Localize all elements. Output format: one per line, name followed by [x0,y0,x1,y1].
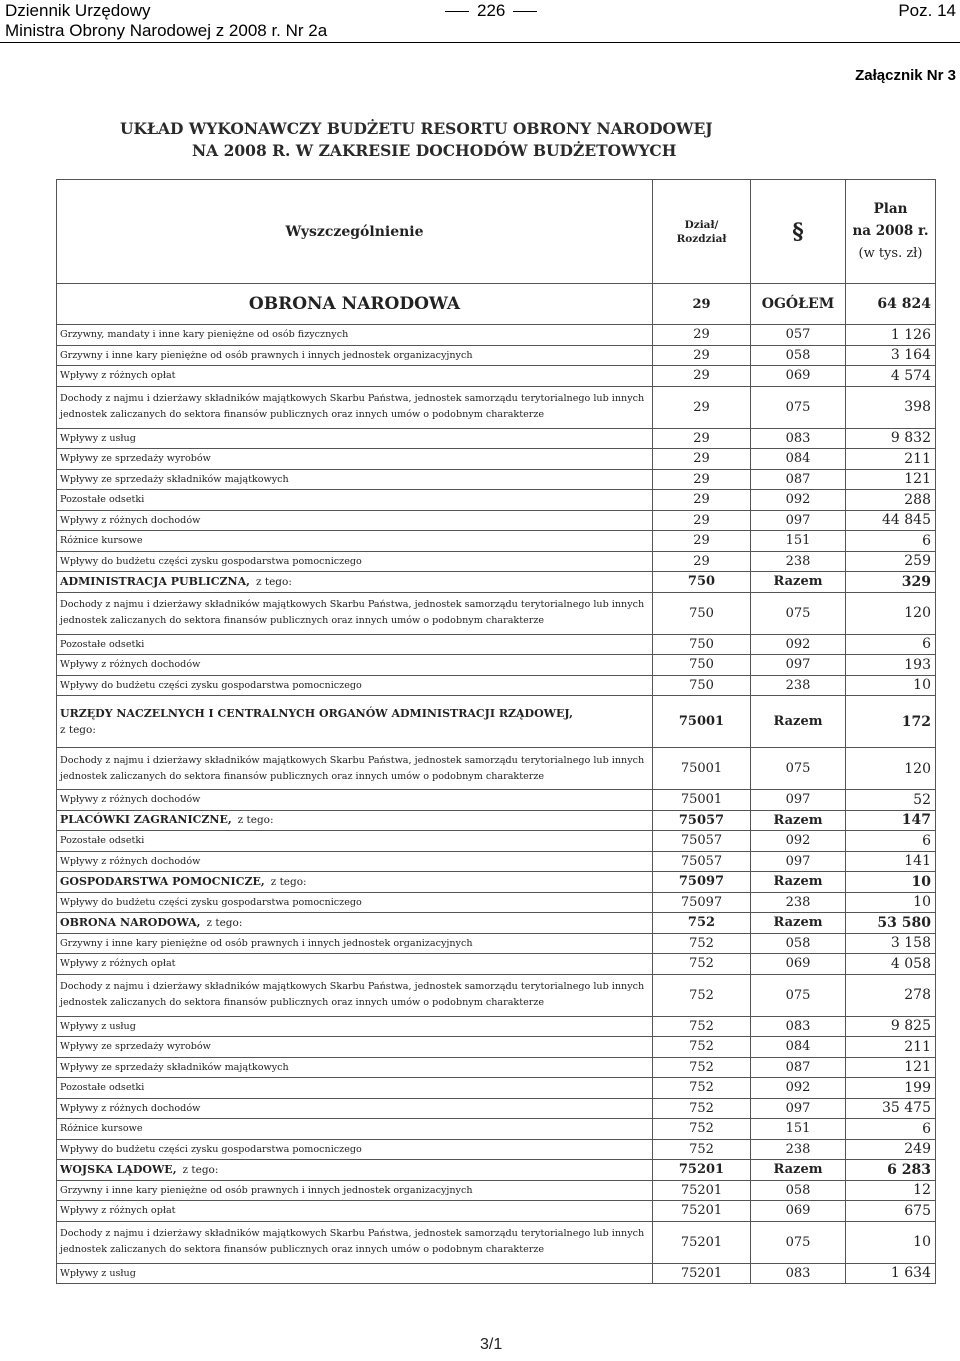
row-name-text: WOJSKA LĄDOWE, [60,1162,177,1176]
row-name [57,531,653,552]
row-paragraph: 087 [751,1057,846,1078]
row-plan-value: 172 [846,696,936,748]
row-name [57,428,653,449]
row-dzial: 750 [653,675,751,696]
row-plan-value: 9 832 [846,428,936,449]
row-paragraph: Razem [751,696,846,748]
row-name-text: Wpływy do budżetu części zysku gospodarstwa pomocniczego [60,896,362,908]
row-name [57,892,653,913]
row-dzial: 75057 [653,851,751,872]
page-header [0,0,960,44]
row-name-text: Pozostałe odsetki [60,638,145,650]
row-paragraph: 083 [751,1016,846,1037]
row-name [57,1180,653,1201]
row-dzial: 752 [653,1016,751,1037]
row-name [57,449,653,470]
row-paragraph: Razem [751,872,846,893]
row-name-text: Pozostałe odsetki [60,835,145,847]
row-paragraph: 097 [751,851,846,872]
row-dzial: 29 [653,366,751,387]
row-paragraph: 238 [751,892,846,913]
row-plan-value: 64 824 [846,284,936,325]
row-name [57,790,653,811]
row-plan-value: 6 283 [846,1160,936,1181]
table-row [57,634,936,655]
row-plan-value: 6 [846,634,936,655]
row-plan-value: 120 [846,592,936,634]
table-row [57,1098,936,1119]
row-name [57,913,653,934]
row-name-text: OBRONA NARODOWA [248,293,461,314]
table-row [57,449,936,470]
table-row [57,1180,936,1201]
header-plan [846,180,936,284]
table-row [57,1119,936,1140]
header-dzial [653,180,751,284]
table-row [57,345,936,366]
table-row [57,892,936,913]
row-name-text: Wpływy do budżetu części zysku gospodarstwa pomocniczego [60,679,362,691]
row-paragraph: 092 [751,490,846,511]
row-plan-value: 288 [846,490,936,511]
row-paragraph: 097 [751,510,846,531]
row-name-text: Wpływy z różnych dochodów [60,794,201,806]
row-name [57,1119,653,1140]
journal-title: Dziennik Urzędowy [5,1,151,20]
row-name [57,1037,653,1058]
table-row [57,551,936,572]
table-row [57,284,936,325]
row-paragraph: 069 [751,954,846,975]
row-plan-value: 53 580 [846,913,936,934]
table-row [57,974,936,1016]
row-dzial: 29 [653,428,751,449]
row-paragraph: 057 [751,325,846,346]
budget-table [56,179,936,1284]
row-plan-value: 121 [846,1057,936,1078]
row-name [57,872,653,893]
row-dzial: 75057 [653,810,751,831]
table-row [57,1016,936,1037]
row-dzial: 752 [653,933,751,954]
row-plan-value: 52 [846,790,936,811]
row-dzial: 29 [653,284,751,325]
row-dzial: 29 [653,510,751,531]
row-name-text: Wpływy z usług [60,1020,136,1032]
row-plan-value: 10 [846,675,936,696]
row-dzial: 75001 [653,748,751,790]
table-row [57,1221,936,1263]
row-name [57,1139,653,1160]
row-dzial: 29 [653,551,751,572]
row-plan-value: 3 164 [846,345,936,366]
row-dzial: 29 [653,386,751,428]
table-row [57,1160,936,1181]
row-name [57,1160,653,1181]
table-row [57,748,936,790]
row-paragraph: 097 [751,655,846,676]
row-name [57,634,653,655]
row-name-text: Wpływy z różnych opłat [60,958,176,970]
table-row [57,531,936,552]
row-name [57,490,653,511]
row-name-text: Wpływy z usług [60,432,136,444]
header-plan-line2: na 2008 r. [852,223,929,239]
row-dzial: 75097 [653,872,751,893]
row-name-suffix: z tego: [270,875,307,888]
row-paragraph: 058 [751,1180,846,1201]
row-paragraph: Razem [751,810,846,831]
row-plan-value: 10 [846,872,936,893]
row-name [57,551,653,572]
row-name-text: Wpływy z różnych dochodów [60,855,201,867]
row-name-suffix: z tego: [182,1163,219,1176]
row-name [57,954,653,975]
row-name-text: Grzywny i inne kary pieniężne od osób prawnych i innych jednostek organizacyjnych [60,1184,473,1196]
row-name [57,1057,653,1078]
row-name-text: Wpływy z różnych dochodów [60,514,201,526]
document-title [120,118,820,162]
row-name [57,366,653,387]
title-line-2: NA 2008 R. W ZAKRESIE DOCHODÓW BUDŻETOWYCH [192,141,677,160]
row-paragraph: 097 [751,790,846,811]
row-paragraph: 075 [751,1221,846,1263]
row-name-text: Grzywny i inne kary pieniężne od osób prawnych i innych jednostek organizacyjnych [60,349,473,361]
row-paragraph: 092 [751,831,846,852]
row-paragraph: 069 [751,1201,846,1222]
table-row [57,954,936,975]
row-name [57,572,653,593]
header-dzial-line2: Rozdział [676,232,727,245]
row-name [57,655,653,676]
row-name [57,345,653,366]
row-plan-value: 1 126 [846,325,936,346]
row-paragraph: 097 [751,1098,846,1119]
header-paragraph: § [751,180,846,284]
row-dzial: 752 [653,1139,751,1160]
row-dzial: 29 [653,531,751,552]
table-row [57,851,936,872]
row-paragraph: 058 [751,345,846,366]
table-row [57,510,936,531]
table-row [57,1037,936,1058]
table-row [57,1263,936,1284]
row-plan-value: 278 [846,974,936,1016]
row-name-text: Wpływy ze sprzedaży wyrobów [60,1041,211,1053]
row-dzial: 752 [653,913,751,934]
row-name-text: PLACÓWKI ZAGRANICZNE, [60,813,232,827]
row-dzial: 29 [653,325,751,346]
row-dzial: 75097 [653,892,751,913]
row-plan-value: 193 [846,655,936,676]
table-row [57,386,936,428]
position-label: Poz. 14 [898,1,956,20]
row-name [57,510,653,531]
row-dzial: 752 [653,974,751,1016]
table-row [57,366,936,387]
row-plan-value: 199 [846,1078,936,1099]
row-name-suffix: z tego: [255,575,292,588]
row-plan-value: 35 475 [846,1098,936,1119]
row-paragraph: 083 [751,1263,846,1284]
row-name-text: ADMINISTRACJA PUBLICZNA, [60,574,250,588]
row-dzial: 29 [653,345,751,366]
attachment-label: Załącznik Nr 3 [855,67,956,84]
row-paragraph: 087 [751,469,846,490]
row-name [57,469,653,490]
row-name [57,933,653,954]
header-plan-line3: (w tys. zł) [858,246,923,261]
table-row [57,1201,936,1222]
row-dzial: 752 [653,954,751,975]
row-dzial: 75057 [653,831,751,852]
row-name-text: Dochody z najmu i dzierżawy składników majątkowych Skarbu Państwa, jednostek samorządu terytorialnego lub innych jednostek zaliczanych do sektora finansów publicznych oraz innych umów o podobnym charakterze [60,393,645,420]
table-row [57,325,936,346]
row-plan-value: 211 [846,1037,936,1058]
row-name [57,974,653,1016]
row-dzial: 29 [653,469,751,490]
row-plan-value: 6 [846,1119,936,1140]
table-row [57,428,936,449]
header-dzial-line1: Dział/ [684,218,719,231]
row-dzial: 75201 [653,1160,751,1181]
row-name-text: Grzywny, mandaty i inne kary pieniężne od osób fizycznych [60,329,349,341]
row-name [57,1263,653,1284]
row-paragraph: 084 [751,1037,846,1058]
row-paragraph: 092 [751,1078,846,1099]
header-name: Wyszczególnienie [57,180,653,284]
row-name-text: GOSPODARSTWA POMOCNICZE, [60,874,265,888]
row-plan-value: 120 [846,748,936,790]
row-name [57,831,653,852]
row-plan-value: 44 845 [846,510,936,531]
table-row [57,831,936,852]
row-dzial: 752 [653,1037,751,1058]
row-paragraph: 075 [751,974,846,1016]
row-name [57,810,653,831]
row-name-text: Wpływy do budżetu części zysku gospodarstwa pomocniczego [60,1143,362,1155]
ministry-line: Ministra Obrony Narodowej z 2008 r. Nr 2a [5,21,328,40]
row-name-suffix: z tego: [206,916,243,929]
row-paragraph: 069 [751,366,846,387]
row-name-text: Dochody z najmu i dzierżawy składników majątkowych Skarbu Państwa, jednostek samorządu terytorialnego lub innych jednostek zaliczanych do sektora finansów publicznych oraz innych umów o podobnym charakterze [60,754,645,782]
row-plan-value: 3 158 [846,933,936,954]
table-row [57,469,936,490]
row-name-text: Różnice kursowe [60,1123,143,1135]
table-row [57,490,936,511]
row-dzial: 750 [653,592,751,634]
table-row [57,655,936,676]
row-dzial: 752 [653,1078,751,1099]
row-paragraph: 075 [751,592,846,634]
row-plan-value: 4 574 [846,366,936,387]
row-name-text: Wpływy ze sprzedaży składników majątkowych [60,1061,289,1073]
row-dzial: 75001 [653,790,751,811]
row-plan-value: 249 [846,1139,936,1160]
row-dzial: 75201 [653,1221,751,1263]
row-paragraph: 238 [751,551,846,572]
row-name-text: Dochody z najmu i dzierżawy składników majątkowych Skarbu Państwa, jednostek samorządu terytorialnego lub innych jednostek zaliczanych do sektora finansów publicznych oraz innych umów o podobnym charakterze [60,981,645,1008]
row-plan-value: 211 [846,449,936,470]
row-paragraph: 058 [751,933,846,954]
row-name [57,1221,653,1263]
row-name-text: Dochody z najmu i dzierżawy składników majątkowych Skarbu Państwa, jednostek samorządu terytorialnego lub innych jednostek zaliczanych do sektora finansów publicznych oraz innych umów o podobnym charakterze [60,1228,645,1255]
table-row [57,572,936,593]
table-row [57,1078,936,1099]
row-paragraph: 083 [751,428,846,449]
row-plan-value: 141 [846,851,936,872]
row-plan-value: 4 058 [846,954,936,975]
row-paragraph: 238 [751,675,846,696]
table-header-row [57,180,936,284]
row-dzial: 75201 [653,1263,751,1284]
row-paragraph: Razem [751,913,846,934]
row-name-suffix: z tego: [60,723,96,736]
row-name-text: Pozostałe odsetki [60,494,145,506]
row-plan-value: 1 634 [846,1263,936,1284]
row-dzial: 75201 [653,1180,751,1201]
table-row [57,1057,936,1078]
row-dzial: 752 [653,1057,751,1078]
title-line-1: UKŁAD WYKONAWCZY BUDŻETU RESORTU OBRONY NARODOWEJ [120,119,713,138]
table-row [57,933,936,954]
row-name [57,696,653,748]
row-paragraph: 151 [751,1119,846,1140]
row-plan-value: 10 [846,1221,936,1263]
row-name [57,675,653,696]
row-dzial: 75201 [653,1201,751,1222]
row-name-text: Dochody z najmu i dzierżawy składników majątkowych Skarbu Państwa, jednostek samorządu terytorialnego lub innych jednostek zaliczanych do sektora finansów publicznych oraz innych umów o podobnym charakterze [60,599,645,626]
row-dzial: 750 [653,655,751,676]
row-dzial: 752 [653,1098,751,1119]
row-name [57,325,653,346]
row-paragraph: 084 [751,449,846,470]
table-row [57,675,936,696]
row-name-text: Wpływy ze sprzedaży wyrobów [60,453,211,465]
table-row [57,1139,936,1160]
row-plan-value: 329 [846,572,936,593]
row-name-text: Pozostałe odsetki [60,1082,145,1094]
row-name-text: Wpływy z usług [60,1267,136,1279]
row-paragraph: OGÓŁEM [751,284,846,325]
row-plan-value: 675 [846,1201,936,1222]
row-name [57,851,653,872]
row-name-text: Wpływy z różnych dochodów [60,1102,201,1114]
row-dzial: 75001 [653,696,751,748]
header-rule [0,42,960,43]
row-plan-value: 398 [846,386,936,428]
row-paragraph: 075 [751,748,846,790]
row-dzial: 29 [653,490,751,511]
row-name-text: URZĘDY NACZELNYCH I CENTRALNYCH ORGANÓW ADMINISTRACJI RZĄDOWEJ, [60,706,573,720]
row-name [57,1016,653,1037]
row-name-text: Grzywny i inne kary pieniężne od osób prawnych i innych jednostek organizacyjnych [60,937,473,949]
row-paragraph: 075 [751,386,846,428]
table-row [57,810,936,831]
row-paragraph: 238 [751,1139,846,1160]
row-dzial: 752 [653,1119,751,1140]
row-name [57,748,653,790]
row-plan-value: 12 [846,1180,936,1201]
row-plan-value: 147 [846,810,936,831]
row-paragraph: Razem [751,572,846,593]
row-name-text: Różnice kursowe [60,535,143,547]
row-plan-value: 9 825 [846,1016,936,1037]
row-plan-value: 259 [846,551,936,572]
row-name [57,592,653,634]
table-row [57,913,936,934]
row-dzial: 29 [653,449,751,470]
row-name-suffix: z tego: [237,814,274,827]
table-row [57,790,936,811]
row-name [57,1201,653,1222]
row-paragraph: Razem [751,1160,846,1181]
row-name-text: Wpływy z różnych opłat [60,1205,176,1217]
row-name [57,386,653,428]
table-row [57,872,936,893]
row-dzial: 750 [653,572,751,593]
row-plan-value: 10 [846,892,936,913]
row-dzial: 750 [653,634,751,655]
row-name-text: Wpływy do budżetu części zysku gospodarstwa pomocniczego [60,555,362,567]
row-name [57,1098,653,1119]
footer-page-number: 3/1 [480,1336,503,1353]
row-plan-value: 6 [846,531,936,552]
row-name-text: Wpływy ze sprzedaży składników majątkowych [60,473,289,485]
row-name [57,1078,653,1099]
page-number: 226 [437,1,545,21]
row-plan-value: 121 [846,469,936,490]
row-name-text: OBRONA NARODOWA, [60,915,201,929]
row-name-text: Wpływy z różnych opłat [60,370,176,382]
row-plan-value: 6 [846,831,936,852]
header-plan-line1: Plan [873,201,908,217]
row-name-text: Wpływy z różnych dochodów [60,659,201,671]
row-paragraph: 092 [751,634,846,655]
row-paragraph: 151 [751,531,846,552]
table-row [57,592,936,634]
table-row [57,696,936,748]
row-name [57,284,653,325]
